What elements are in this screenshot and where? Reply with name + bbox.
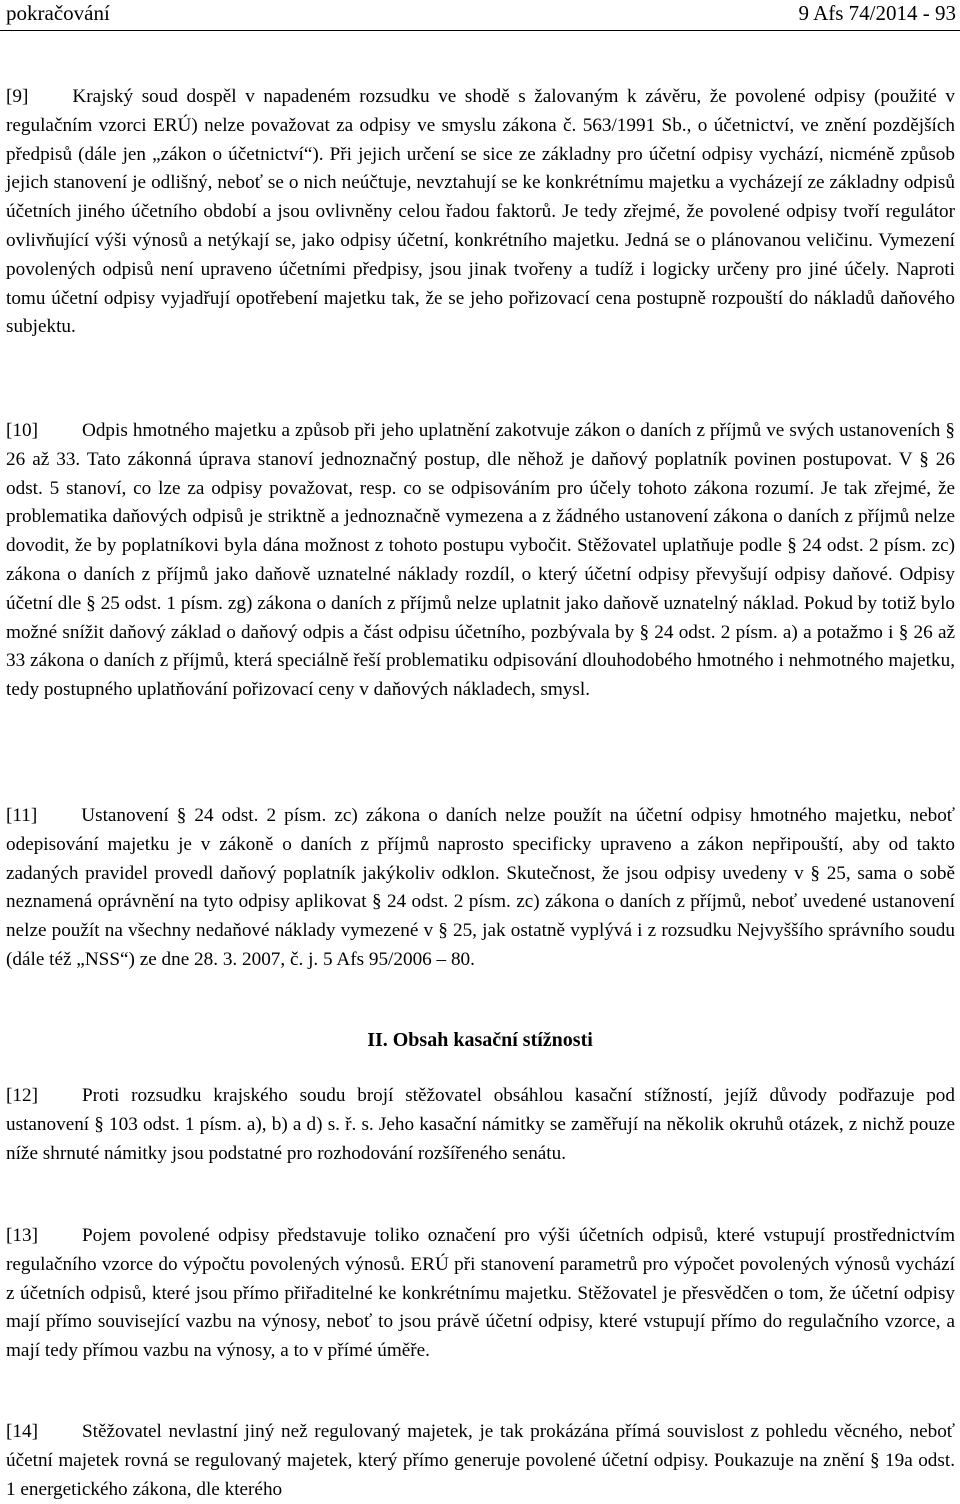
paragraph-12 [6,1082,955,1168]
paragraph-9 [6,83,955,342]
paragraph-number: [14] [6,1421,38,1442]
paragraph-13 [6,1222,955,1366]
header-continuation: pokračování [6,1,110,25]
section-heading: II. Obsah kasační stížnosti [367,1029,593,1051]
paragraph-text: Stěžovatel nevlastní jiný než regulovaný majetek, je tak prokázána přímá souvislost z pohledu věcného, neboť účetní majetek rovná se regulovaný majetek, který přímo generuje povolené účetní odpisy. Poukazuje na znění § 19a odst. 1 energetického zákona, dle kterého [6,1421,955,1500]
paragraph-number: [9] [6,86,29,107]
paragraph-11 [6,802,955,975]
paragraph-text: Krajský soud dospěl v napadeném rozsudku ve shodě s žalovaným k závěru, že povolené odpisy (použité v regulačním vzorci ERÚ) nelze považovat za odpisy ve smyslu zákona č. 563/1991 Sb., o účetnictví, ve znění pozdějších předpisů (dále jen „zákon o účetnictví“). Při jejich určení se sice ze základny pro účetní odpisy vychází, nicméně způsob jejich stanovení je odlišný, neboť se o nich neúčtuje, nevztahují se ke konkrétnímu majetku a vycházejí ze základny odpisů účetních jiného účetního období a jsou ovlivněny celou řadou faktorů. Je tedy zřejmé, že povolené odpisy tvoří regulátor ovlivňující výši výnosů a netýkají se, jako odpisy účetní, konkrétního majetku. Jedná se o plánovanou veličinu. Vymezení povolených odpisů není upraveno účetními předpisy, jsou jinak tvořeny a tudíž i logicky určeny pro jiné účely. Naproti tomu účetní odpisy vyjadřují opotřebení majetku tak, že se jeho pořizovací cena postupně rozpouští do nákladů daňového subjektu. [6,86,955,338]
paragraph-number: [13] [6,1225,38,1246]
header-case-number: 9 Afs 74/2014 - 93 [798,1,956,25]
paragraph-text: Pojem povolené odpisy představuje toliko označení pro výši účetních odpisů, které vstupují prostřednictvím regulačního vzorce do výpočtu povolených výnosů. ERÚ při stanovení parametrů pro výpočet povolených výnosů vychází z účetních odpisů, které jsou přímo přiřaditelné ke konkrétnímu majetku. Stěžovatel je přesvědčen o tom, že účetní odpisy mají přímo související vazbu na výnosy, neboť to jsou právě účetní odpisy, které vstupují přímo do regulačního vzorce, a mají tedy přímou vazbu na výnosy, a to v přímé úměře. [6,1225,955,1362]
paragraph-text: Proti rozsudku krajského soudu brojí stěžovatel obsáhlou kasační stížností, jejíž důvody podřazuje pod ustanovení § 103 odst. 1 písm. a), b) a d) s. ř. s. Jeho kasační námitky se zaměřují na několik okruhů otázek, z nichž pouze níže shrnuté námitky jsou podstatné pro rozhodování rozšířeného senátu. [6,1085,955,1164]
paragraph-text: Odpis hmotného majetku a způsob při jeho uplatnění zakotvuje zákon o daních z příjmů ve svých ustanoveních § 26 až 33. Tato zákonná úprava stanoví jednoznačný postup, dle něhož je daňový poplatník povinen postupovat. V § 26 odst. 5 stanoví, co lze za odpisy považovat, resp. co se odpisováním pro účely tohoto zákona rozumí. Je tak zřejmé, že problematika daňových odpisů je striktně a jednoznačně vymezena a z žádného ustanovení zákona o daních z příjmů nelze dovodit, že by poplatníkovi byla dána možnost z tohoto postupu vybočit. Stěžovatel uplatňuje podle § 24 odst. 2 písm. zc) zákona o daních z příjmů jako daňově uznatelné náklady rozdíl, o který účetní odpisy převyšují odpisy daňové. Odpisy účetní dle § 25 odst. 1 písm. zg) zákona o daních z příjmů nelze uplatnit jako daňově uznatelný náklad. Pokud by totiž bylo možné snížit daňový základ o daňový odpis a část odpisu účetního, pozbývala by § 24 odst. 2 písm. a) a potažmo i § 26 až 33 zákona o daních z příjmů, která speciálně řeší problematiku odpisování dlouhodobého hmotného i nehmotného majetku, tedy postupného uplatňování pořizovací ceny v daňových nákladech, smysl. [6,420,955,701]
paragraph-10 [6,417,955,705]
header-rule [0,30,960,31]
paragraph-number: [11] [6,805,38,826]
paragraph-text: Ustanovení § 24 odst. 2 písm. zc) zákona o daních nelze použít na účetní odpisy hmotného majetku, neboť odepisování majetku je v zákoně o daních z příjmů naprosto specificky upraveno a zákon nepřipouští, aby od takto zadaných pravidel provedl daňový poplatník jakýkoliv odklon. Skutečnost, že jsou odpisy uvedeny v § 25, sama o sobě neznamená oprávnění na tyto odpisy aplikovat § 24 odst. 2 písm. zc) zákona o daních z příjmů, neboť uvedené ustanovení nelze použít na všechny nedaňové náklady vymezené v § 25, jak ostatně vyplývá i z rozsudku Nejvyššího správního soudu (dále též „NSS“) ze dne 28. 3. 2007, č. j. 5 Afs 95/2006 – 80. [6,805,955,970]
paragraph-14 [6,1418,955,1504]
page-header [6,0,956,30]
paragraph-number: [12] [6,1085,38,1106]
paragraph-number: [10] [6,420,38,441]
